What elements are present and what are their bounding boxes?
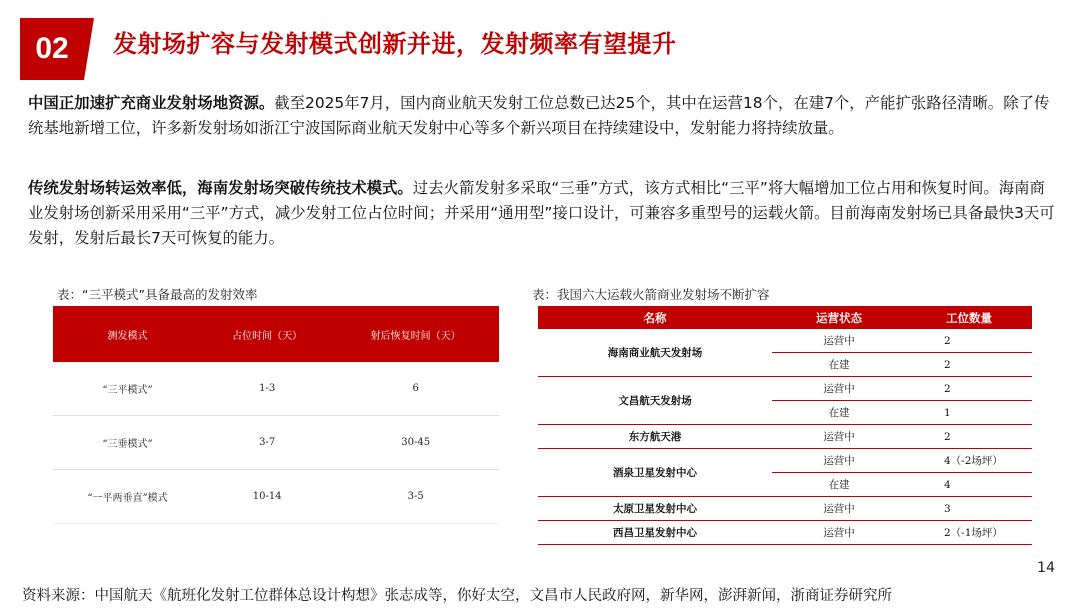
site-name: 西昌卫星发射中心 xyxy=(538,521,772,545)
site-status: 在建 xyxy=(772,473,906,497)
page-number: 14 xyxy=(1037,560,1055,576)
column-header: 射后恢复时间（天） xyxy=(332,306,499,362)
site-status: 在建 xyxy=(772,353,906,377)
site-name: 东方航天港 xyxy=(538,425,772,449)
source-note: 资料来源：中国航天《航班化发射工位群体总设计构想》张志成等，你好太空，文昌市人民政府网，新华网，澎湃新闻，浙商证券研究所 xyxy=(22,588,892,604)
column-header: 工位数量 xyxy=(906,306,1032,329)
table-row xyxy=(538,521,1032,545)
section-number-badge xyxy=(20,18,84,80)
section-number: 02 xyxy=(35,32,69,65)
left-table-caption: 表：“三平模式”具备最高的发射效率 xyxy=(57,287,258,302)
site-name: 文昌航天发射场 xyxy=(538,377,772,425)
site-status: 运营中 xyxy=(772,497,906,521)
paragraph-hainan-mode xyxy=(28,176,1058,251)
paragraph-body: 截至2025年7月，国内商业航天发射工位总数已达25个，其中在运营18个，在建7个，产能扩张路径清晰。除了传统基地新增工位，许多新发射场如浙江宁波国际商业航天发射中心等多个新兴项目在持续建设中，发射能力将持续放量。 xyxy=(28,94,1050,137)
site-count: 2 xyxy=(906,425,1032,449)
site-count: 2 xyxy=(906,377,1032,401)
paragraph-lead: 传统发射场转运效率低，海南发射场突破传统技术模式。 xyxy=(28,179,413,197)
paragraph-launch-site-expansion xyxy=(28,91,1058,141)
site-count: 3 xyxy=(906,497,1032,521)
site-status: 在建 xyxy=(772,401,906,425)
table-cell: 10-14 xyxy=(202,470,332,524)
site-count: 4 xyxy=(906,473,1032,497)
site-status: 运营中 xyxy=(772,521,906,545)
launch-mode-efficiency-table xyxy=(53,306,499,524)
right-table-caption: 表：我国六大运载火箭商业发射场不断扩容 xyxy=(532,287,770,302)
site-name: 酒泉卫星发射中心 xyxy=(538,449,772,497)
table-row xyxy=(538,497,1032,521)
site-status: 运营中 xyxy=(772,329,906,353)
site-name: 海南商业航天发射场 xyxy=(538,329,772,377)
table-row xyxy=(538,425,1032,449)
site-count: 2（-1场坪） xyxy=(906,521,1032,545)
table-row xyxy=(538,449,1032,473)
paragraph-body: 过去火箭发射多采取“三垂”方式，该方式相比“三平”将大幅增加工位占用和恢复时间。海南商业发射场创新采用采用“三平”方式，减少发射工位占位时间；并采用“通用型”接口设计，可兼容多重型号的运载火箭。目前海南发射场已具备最快3天可发射，发射后最长7天可恢复的能力。 xyxy=(28,179,1055,247)
column-header: 占位时间（天） xyxy=(202,306,332,362)
table-cell: 3-5 xyxy=(332,470,499,524)
site-status: 运营中 xyxy=(772,449,906,473)
column-header: 运营状态 xyxy=(772,306,906,329)
site-name: 太原卫星发射中心 xyxy=(538,497,772,521)
site-count: 2 xyxy=(906,353,1032,377)
site-count: 2 xyxy=(906,329,1032,353)
slide-title: 发射场扩容与发射模式创新并进，发射频率有望提升 xyxy=(113,30,677,58)
table-row xyxy=(53,470,499,524)
table-row xyxy=(53,416,499,470)
site-count: 1 xyxy=(906,401,1032,425)
site-status: 运营中 xyxy=(772,425,906,449)
site-status: 运营中 xyxy=(772,377,906,401)
column-header: 测发模式 xyxy=(53,306,202,362)
table-cell: “一平两垂直”模式 xyxy=(53,470,202,524)
table-row xyxy=(53,362,499,416)
table-cell: 6 xyxy=(332,362,499,416)
table-row xyxy=(538,329,1032,353)
site-count: 4（-2场坪） xyxy=(906,449,1032,473)
table-cell: 1-3 xyxy=(202,362,332,416)
launch-site-capacity-table xyxy=(538,306,1032,545)
table-cell: “三平模式” xyxy=(53,362,202,416)
table-cell: 30-45 xyxy=(332,416,499,470)
column-header: 名称 xyxy=(538,306,772,329)
paragraph-lead: 中国正加速扩充商业发射场地资源。 xyxy=(28,94,275,112)
table-cell: “三垂模式” xyxy=(53,416,202,470)
table-row xyxy=(538,377,1032,401)
table-cell: 3-7 xyxy=(202,416,332,470)
